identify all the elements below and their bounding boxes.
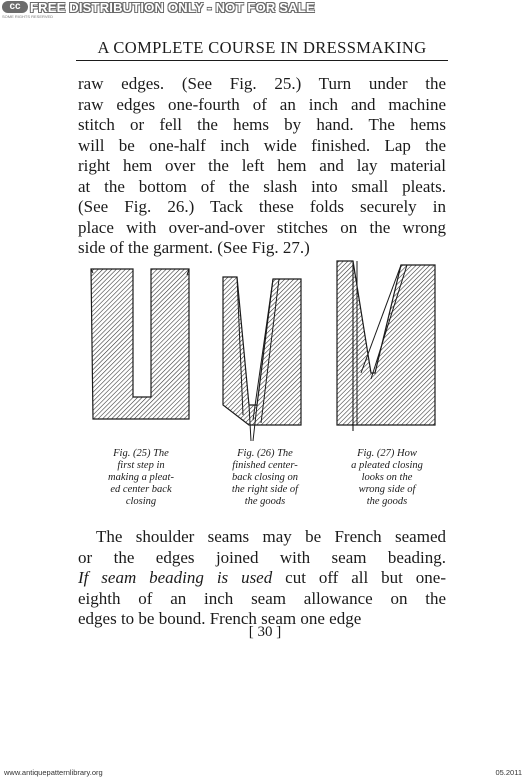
caption-line: ed center back — [110, 484, 172, 495]
cc-license-icon: cc — [2, 1, 28, 13]
text-line: (See Fig. 26.) Tack these folds securely in — [78, 197, 446, 216]
header-rule — [76, 60, 448, 61]
license-banner — [0, 0, 530, 20]
caption-line: the goods — [366, 496, 408, 507]
caption-line: Fig. (27) How — [357, 448, 417, 459]
figure-25-illustration — [85, 255, 197, 445]
italic-phrase: If seam beading is used — [78, 568, 273, 587]
text-line: right hem over the left hem and lay material — [78, 156, 446, 175]
scan-date: 05.2011 — [495, 768, 522, 777]
cc-tiny-text: SOME RIGHTS RESERVED — [2, 14, 54, 19]
text-line: will be one-half inch wide finished. Lap the — [78, 135, 446, 155]
figure-26-caption — [209, 448, 321, 508]
figure-25 — [85, 255, 197, 515]
text-run: cut off all but one- — [272, 568, 446, 587]
text-line: eighth of an inch seam allowance on the — [78, 588, 446, 608]
caption-line: making a pleat- — [108, 472, 174, 483]
free-distribution-notice: FREE DISTRIBUTION ONLY - NOT FOR SALE — [30, 0, 315, 15]
text-line: at the bottom of the slash into small pleats. — [78, 176, 446, 196]
text-line: raw edges. (See Fig. 25.) Turn under the — [78, 74, 446, 93]
caption-line: the right side of — [231, 484, 299, 495]
body-paragraph-1 — [78, 74, 446, 259]
figure-26 — [209, 255, 321, 515]
figures-group — [85, 255, 445, 515]
figure-26-illustration — [209, 255, 321, 445]
page-number: [ 30 ] — [248, 624, 282, 640]
figure-27-caption — [331, 448, 443, 508]
text-line: raw edges one-fourth of an inch and machine — [78, 94, 446, 114]
caption-line: back closing on — [232, 472, 298, 483]
caption-line: first step in — [117, 460, 165, 471]
caption-line: Fig. (25) The — [113, 448, 169, 459]
running-head: A COMPLETE COURSE IN DRESSMAKING — [97, 38, 427, 57]
caption-line: wrong side of — [358, 484, 416, 495]
figure-25-caption — [89, 448, 193, 508]
caption-line: a pleated closing — [351, 460, 423, 471]
caption-line: closing — [125, 496, 157, 507]
text-line: place with over-and-over stitches on the wrong — [78, 217, 446, 237]
text-line — [78, 568, 446, 589]
text-line: stitch or fell the hems by hand. The hems — [78, 115, 446, 134]
caption-line: the goods — [244, 496, 286, 507]
caption-line: Fig. (26) The — [237, 448, 293, 459]
figure-27-illustration — [331, 255, 443, 445]
body-paragraph-2 — [78, 527, 446, 630]
text-line: edges to be bound. French seam one edge — [78, 609, 362, 628]
figure-27 — [331, 255, 443, 515]
caption-line: finished center- — [232, 460, 298, 471]
source-url: www.antiquepatternlibrary.org — [4, 768, 103, 777]
text-line: side of the garment. (See Fig. 27.) — [78, 238, 310, 257]
text-line: or the edges joined with seam beading. — [78, 547, 446, 567]
text-line: The shoulder seams may be French seamed — [96, 527, 446, 546]
caption-line: looks on the — [361, 472, 413, 483]
